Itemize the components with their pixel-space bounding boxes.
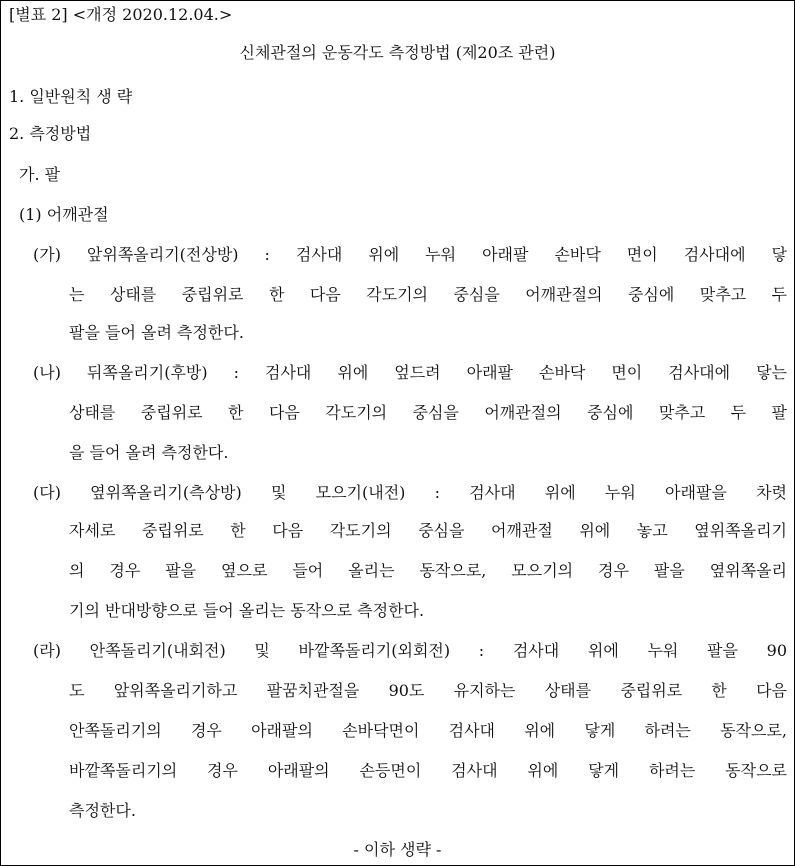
subsection-arm: 가. 팔	[19, 165, 61, 184]
item-da-line-3: 의 경우 팔을 옆으로 들어 올리는 동작으로, 모으기의 경우 팔을 옆위쪽올리	[69, 561, 787, 580]
item-ra-line-2: 도 앞위쪽올리기하고 팔꿈치관절을 90도 유지하는 상태를 중립위로 한 다음	[69, 681, 787, 700]
item-da-line-4: 기의 반대방향으로 들어 올리는 동작으로 측정한다.	[69, 601, 425, 620]
appendix-note: [별표 2] <개정 2020.12.04.>	[9, 5, 233, 24]
item-ra-line-4: 바깥쪽돌리기의 경우 아래팔의 손등면이 검사대 위에 닿게 하려는 동작으로	[69, 761, 787, 780]
item-na-line-1: (나) 뒤쪽올리기(후방) : 검사대 위에 엎드려 아래팔 손바닥 면이 검사대에 닿는	[33, 363, 787, 382]
item-na-line-2: 상태를 중립위로 한 다음 각도기의 중심을 어깨관절의 중심에 맞추고 두 팔	[69, 403, 787, 422]
item-ga-line-1: (가) 앞위쪽올리기(전상방) : 검사대 위에 누워 아래팔 손바닥 면이 검사대에 닿	[33, 245, 787, 264]
document-title: 신체관절의 운동각도 측정방법 (제20조 관련)	[239, 43, 556, 62]
section-measurement-method: 2. 측정방법	[9, 124, 92, 143]
item-ra-line-1: (라) 안쪽돌리기(내회전) 및 바깥쪽돌리기(외회전) : 검사대 위에 누워 팔을 90	[33, 641, 787, 660]
section-general-principles: 1. 일반원칙 생 략	[9, 87, 133, 106]
item-da-line-1: (다) 옆위쪽올리기(측상방) 및 모으기(내전) : 검사대 위에 누워 아래팔을 차렷	[33, 483, 787, 502]
item-na-line-3: 을 들어 올려 측정한다.	[69, 443, 229, 462]
item-ga-line-3: 팔을 들어 올려 측정한다.	[69, 323, 244, 342]
item-da-line-2: 자세로 중립위로 한 다음 각도기의 중심을 어깨관절 위에 놓고 옆위쪽올리기	[69, 521, 787, 540]
item-ra-line-3: 안쪽돌리기의 경우 아래팔의 손바닥면이 검사대 위에 닿게 하려는 동작으로,	[69, 721, 787, 740]
item-ra-line-5: 측정한다.	[69, 801, 136, 820]
footer-omitted-note: - 이하 생략 -	[353, 840, 442, 859]
item-ga-line-2: 는 상태를 중립위로 한 다음 각도기의 중심을 어깨관절의 중심에 맞추고 두	[69, 285, 787, 304]
subsection-shoulder-joint: (1) 어깨관절	[19, 205, 109, 224]
